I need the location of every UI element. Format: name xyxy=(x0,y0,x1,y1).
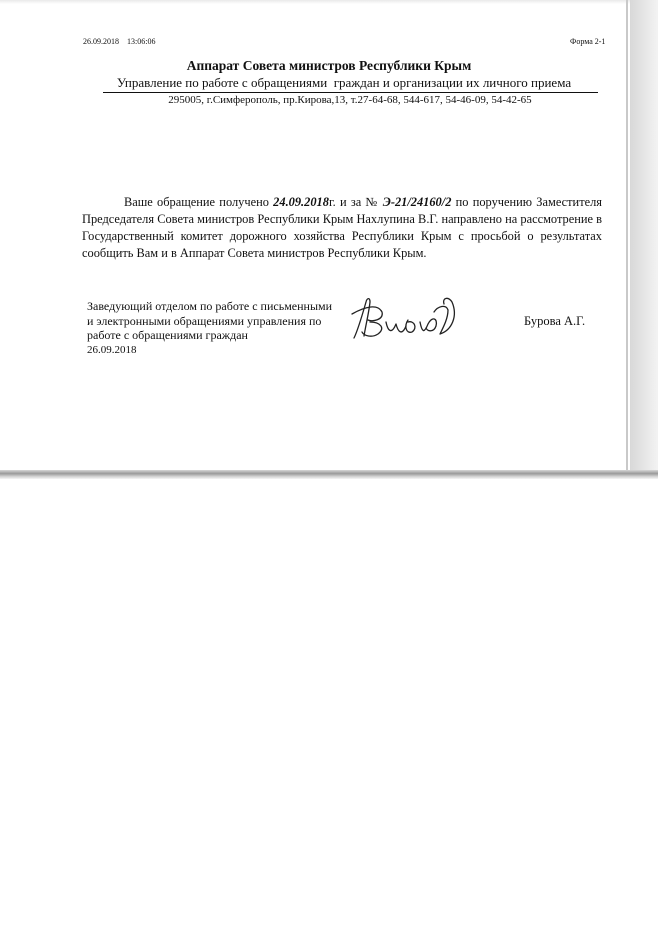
received-date: 24.09.2018 xyxy=(273,195,329,209)
body-text-2: г. и за № xyxy=(328,195,383,209)
reference-number: Э-21/24160/2 xyxy=(382,195,452,209)
signature-date: 26.09.2018 xyxy=(87,344,137,356)
department-name: Управление по работе с обращениями граждан и организации их личного приема xyxy=(116,75,572,90)
organization-title: Аппарат Совета министров Республики Крым xyxy=(186,58,472,73)
signer-position-line: работе с обращениями граждан xyxy=(87,328,248,342)
signer-position-line: и электронными обращениями управления по xyxy=(87,313,322,328)
handwritten-signature xyxy=(348,292,466,344)
header-rule xyxy=(103,92,598,93)
signer-name: Бурова А.Г. xyxy=(524,314,586,328)
scan-fold-shadow xyxy=(0,470,658,479)
form-number: Форма 2-1 xyxy=(570,37,606,46)
letter-body xyxy=(82,194,602,262)
organization-address: 295005, г.Симферополь, пр.Кирова,13, т.27-64-68, 544-617, 54-46-09, 54-42-65 xyxy=(168,94,532,106)
signer-position-line: Заведующий отделом по работе с письменными xyxy=(87,299,333,313)
scan-edge xyxy=(0,0,658,4)
signer-position xyxy=(87,299,377,343)
body-text-1: Ваше обращение получено xyxy=(124,195,274,209)
body-text-3: по поручению Заместителя Председателя Совета министров Республики Крым Нахлупина В.Г. направлено на рассмотрение в Государственный комитет дорожного хозяйства Республики Крым с просьбой о результатах сообщить Вам и в Аппарат Совета министров Республики Крым. xyxy=(82,195,602,260)
print-datetime: 26.09.2018 13:06:06 xyxy=(83,37,156,46)
